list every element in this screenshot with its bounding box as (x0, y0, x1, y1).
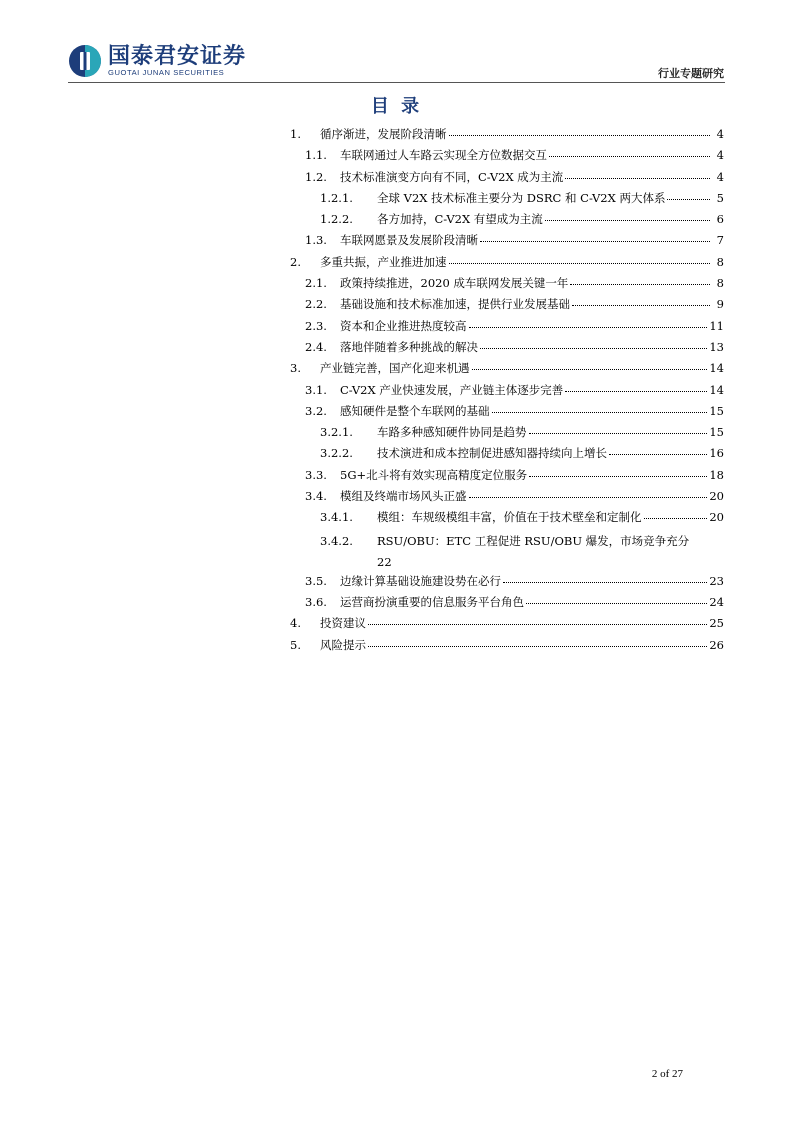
guotai-junan-logo-icon (68, 44, 102, 78)
toc-entry-title: RSU/OBU：ETC 工程促进 RSU/OBU 爆发，市场竞争充分 (377, 533, 690, 548)
toc-entry[interactable] (290, 254, 724, 275)
toc-entry[interactable] (290, 318, 724, 339)
toc-entry-number: 1.2.1. (320, 190, 353, 205)
toc-entry-number: 4. (290, 616, 301, 631)
toc-entry-title: 基础设施和技术标准加速，提供行业发展基础 (340, 297, 570, 312)
toc-entry-number: 2.1. (305, 276, 327, 291)
toc-entry-title: 全球 V2X 技术标准主要分为 DSRC 和 C-V2X 两大体系 (377, 190, 666, 205)
toc-entry[interactable] (290, 637, 724, 658)
toc-entry-title: 各方加持，C-V2X 有望成为主流 (377, 212, 543, 227)
toc-entry-page: 8 (716, 276, 724, 291)
toc-entry-number: 3.3. (305, 467, 327, 482)
toc-entry[interactable] (290, 126, 724, 147)
toc-entry[interactable] (290, 360, 724, 381)
toc-dot-leader (472, 368, 708, 370)
toc-entry-page: 20 (709, 510, 724, 525)
toc-entry-page: 15 (709, 403, 724, 418)
toc-entry-number: 3.2.1. (320, 425, 353, 440)
toc-entry[interactable] (290, 147, 724, 168)
toc-dot-leader (644, 517, 708, 519)
toc-entry-title: 5G+北斗将有效实现高精度定位服务 (340, 467, 528, 482)
toc-entry[interactable] (290, 275, 724, 296)
toc-dot-leader (565, 390, 707, 392)
toc-entry-body (377, 531, 724, 573)
toc-entry-number: 3.6. (305, 594, 327, 609)
brand-name-cn: 国泰君安证券 (108, 44, 247, 69)
toc-entry-number: 1.2.2. (320, 212, 353, 227)
toc-dot-leader (469, 496, 708, 498)
toc-entry-page: 14 (709, 361, 724, 376)
toc-entry-page: 4 (716, 169, 724, 184)
toc-entry[interactable] (290, 467, 724, 488)
toc-entry[interactable] (290, 594, 724, 615)
toc-entry-page: 18 (709, 467, 724, 482)
toc-entry-page: 4 (716, 148, 724, 163)
toc-dot-leader (469, 326, 708, 328)
toc-entry[interactable] (290, 211, 724, 232)
toc-dot-leader (449, 262, 711, 264)
page-indicator: 2 of 27 (651, 1068, 683, 1080)
toc-entry-title: 感知硬件是整个车联网的基础 (340, 403, 490, 418)
toc-entry-title: C-V2X 产业快速发展，产业链主体逐步完善 (340, 382, 564, 397)
toc-dot-leader (570, 283, 710, 285)
toc-entry-page: 13 (709, 339, 724, 354)
toc-entry-title: 运营商扮演重要的信息服务平台角色 (340, 594, 524, 609)
toc-entry-page: 11 (709, 318, 724, 333)
toc-entry[interactable] (290, 339, 724, 360)
toc-entry-number: 1.1. (305, 148, 327, 163)
report-type-label: 行业专题研究 (658, 67, 724, 80)
toc-entry-page: 16 (709, 446, 724, 461)
toc-entry-page: 8 (716, 254, 724, 269)
toc-entry[interactable] (290, 403, 724, 424)
toc-entry-number: 1.3. (305, 233, 327, 248)
toc-dot-leader (492, 411, 708, 413)
toc-entry[interactable] (290, 509, 724, 530)
toc-entry[interactable] (290, 232, 724, 253)
toc-entry[interactable] (290, 488, 724, 509)
toc-entry-page: 23 (709, 573, 724, 588)
toc-dot-leader (449, 134, 711, 136)
toc-entry-page: 24 (709, 594, 724, 609)
table-of-contents (290, 126, 724, 658)
toc-entry-page: 25 (709, 616, 724, 631)
toc-entry-title: 模组及终端市场风头正盛 (340, 489, 467, 504)
toc-entry-title: 技术演进和成本控制促进感知器持续向上增长 (377, 446, 607, 461)
toc-dot-leader (480, 347, 707, 349)
toc-entry-number: 3.4.2. (320, 533, 353, 548)
toc-dot-leader (667, 198, 710, 200)
toc-entry-title: 政策持续推进，2020 成车联网发展关键一年 (340, 276, 569, 291)
toc-entry-title: 投资建议 (320, 616, 366, 631)
toc-entry-number: 3.2. (305, 403, 327, 418)
toc-entry-number: 3.4. (305, 489, 327, 504)
toc-dot-leader (368, 645, 707, 647)
toc-entry-title: 车联网通过人车路云实现全方位数据交互 (340, 148, 547, 163)
toc-dot-leader (609, 453, 707, 455)
toc-entry[interactable] (290, 615, 724, 636)
toc-title: 目 录 (370, 96, 423, 117)
toc-entry-number: 3.4.1. (320, 510, 353, 525)
toc-dot-leader (565, 177, 710, 179)
toc-entry[interactable] (290, 169, 724, 190)
toc-entry-number: 2.2. (305, 297, 327, 312)
toc-dot-leader (572, 304, 710, 306)
toc-entry-number: 3.5. (305, 573, 327, 588)
brand-logo (68, 44, 246, 78)
toc-entry-number: 3.1. (305, 382, 327, 397)
toc-entry[interactable] (290, 573, 724, 594)
toc-entry-title: 资本和企业推进热度较高 (340, 318, 467, 333)
toc-entry-number: 3. (290, 361, 301, 376)
toc-dot-leader (480, 240, 710, 242)
header-divider (68, 82, 725, 83)
toc-entry-number: 5. (290, 637, 301, 652)
toc-dot-leader (549, 155, 710, 157)
toc-entry[interactable] (290, 190, 724, 211)
toc-entry-title: 边缘计算基础设施建设势在必行 (340, 573, 501, 588)
toc-entry-number: 2.4. (305, 339, 327, 354)
toc-entry-title: 模组：车规级模组丰富，价值在于技术壁垒和定制化 (377, 510, 642, 525)
toc-entry-title: 落地伴随着多种挑战的解决 (340, 339, 478, 354)
toc-entry-title: 多重共振，产业推进加速 (320, 254, 447, 269)
toc-dot-leader (503, 581, 707, 583)
brand-wordmark (108, 45, 246, 77)
toc-entry-number: 2.3. (305, 318, 327, 333)
toc-entry-page: 15 (709, 425, 724, 440)
toc-entry-title: 技术标准演变方向有不同，C-V2X 成为主流 (340, 169, 564, 184)
toc-entry-page: 6 (716, 212, 724, 227)
toc-entry[interactable] (290, 382, 724, 403)
toc-entry-page: 26 (709, 637, 724, 652)
toc-entry-page: 9 (716, 297, 724, 312)
toc-entry-title: 风险提示 (320, 637, 366, 652)
toc-dot-leader (529, 475, 707, 477)
toc-entry-title: 循序渐进，发展阶段清晰 (320, 127, 447, 141)
toc-dot-leader (529, 432, 708, 434)
toc-entry[interactable] (290, 296, 724, 317)
toc-entry-page: 4 (716, 127, 724, 141)
toc-entry-title: 车联网愿景及发展阶段清晰 (340, 233, 478, 248)
toc-entry-number: 1. (290, 127, 301, 141)
toc-entry-page: 20 (709, 489, 724, 504)
toc-entry-page: 14 (709, 382, 724, 397)
toc-entry-page: 7 (716, 233, 724, 248)
toc-entry-title: 车路多种感知硬件协同是趋势 (377, 425, 527, 440)
toc-entry-page: 5 (716, 190, 724, 205)
toc-entry-number: 1.2. (305, 169, 327, 184)
toc-entry[interactable] (290, 424, 724, 445)
toc-entry-number: 3.2.2. (320, 446, 353, 461)
toc-entry-number: 2. (290, 254, 301, 269)
toc-dot-leader (526, 602, 707, 604)
toc-dot-leader (545, 219, 710, 221)
brand-name-en: GUOTAI JUNAN SECURITIES (108, 68, 225, 77)
toc-entry-title: 产业链完善，国产化迎来机遇 (320, 361, 470, 376)
toc-entry-page: 22 (377, 554, 392, 569)
toc-entry[interactable] (290, 445, 724, 466)
toc-dot-leader (368, 623, 707, 625)
toc-entry[interactable] (290, 531, 724, 573)
